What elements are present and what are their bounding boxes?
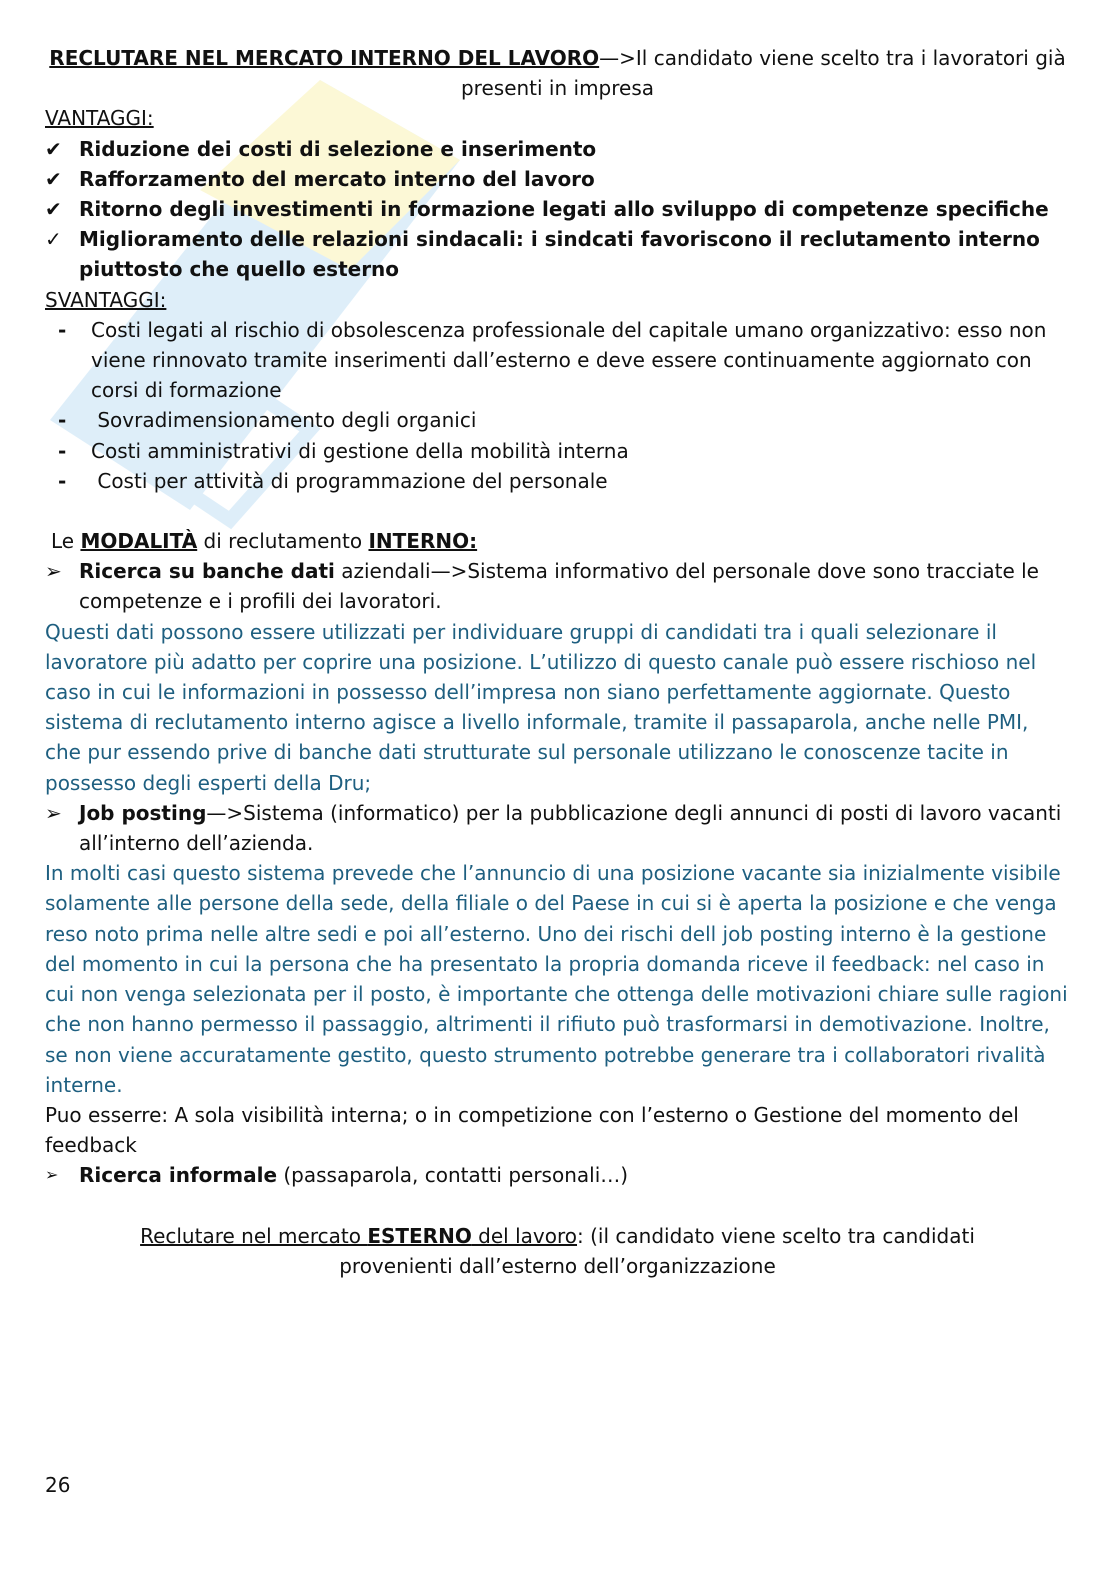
list-item: ➢ Job posting—>Sistema (informatico) per la pubblicazione degli annunci di posti di lavoro vacanti all’interno dell’azienda. — [45, 798, 1070, 858]
arrow-bullet-icon: ➢ — [45, 1165, 59, 1185]
note-paragraph: In molti casi questo sistema prevede che l’annuncio di una posizione vacante sia inizialmente visibile solamente alle persone della sede, della filiale o del Paese in cui si è aperta la posizione e che venga reso noto prima nelle altre sedi e poi all’esterno. Uno dei rischi dell job posting interno è la gestione del momento in cui la persona che ha presentato la propria domanda riceve il feedback: nel caso in cui non venga selezionata per il posto, è importante che ottenga delle motivazioni chiare sulle ragioni che non hanno permesso il passaggio, altrimenti il rifiuto può trasformarsi in demotivazione. Inoltre, se non viene accuratamente gestito, questo strumento potrebbe generare tra i collaboratori rivalità interne. — [45, 861, 1068, 1097]
dash-icon: - — [58, 438, 67, 463]
list-item: - Costi per attività di programmazione del personale — [45, 466, 1070, 496]
check-icon: ✓ — [45, 227, 62, 252]
list-item: - Costi amministrativi di gestione della mobilità interna — [45, 436, 1070, 466]
check-icon: ✔ — [45, 197, 62, 222]
list-item: ✔ Riduzione dei costi di selezione e inserimento — [45, 134, 1070, 164]
modalita-heading: Le MODALITÀ di reclutamento INTERNO: — [51, 529, 478, 554]
section-title: RECLUTARE NEL MERCATO INTERNO DEL LAVORO—>Il candidato viene scelto tra i lavoratori già presenti in impresa — [49, 46, 1066, 101]
list-item: ➢ Ricerca informale (passaparola, contatti personali…) — [45, 1160, 1070, 1190]
list-item: - Sovradimensionamento degli organici — [45, 405, 1070, 435]
list-item: ✓ Miglioramento delle relazioni sindacali: i sindcati favoriscono il reclutamento interno piuttosto che quello esterno — [45, 224, 1070, 284]
check-icon: ✔ — [45, 136, 62, 161]
paragraph: Puo esserre: A sola visibilità interna; o in competizione con l’esterno o Gestione del momento del feedback — [45, 1102, 1019, 1158]
esterno-heading: Reclutare nel mercato ESTERNO del lavoro: (il candidato viene scelto tra candidati provenienti dall’esterno dell’organizzazione — [140, 1223, 975, 1278]
arrow-bullet-icon: ➢ — [45, 559, 62, 584]
check-icon: ✔ — [45, 166, 62, 191]
list-item: ➢ Ricerca su banche dati aziendali—>Sistema informativo del personale dove sono tracciate le competenze e i profili dei lavoratori. — [45, 556, 1070, 616]
list-item: - Costi legati al rischio di obsolescenza professionale del capitale umano organizzativo: esso non viene rinnovato tramite inserimenti dall’esterno e deve essere continuamente aggiornato con corsi di formazione — [45, 315, 1070, 406]
dash-icon: - — [58, 317, 67, 342]
note-paragraph: Questi dati possono essere utilizzati per individuare gruppi di candidati tra i quali selezionare il lavoratore più adatto per coprire una posizione. L’utilizzo di questo canale può essere rischioso nel caso in cui le informazioni in possesso dell’impresa non siano perfettamente aggiornate. Questo sistema di reclutamento interno agisce a livello informale, tramite il passaparola, anche nelle PMI, che pur essendo prive di banche dati strutturate sul personale utilizzano le conoscenze tacite in possesso degli esperti della Dru; — [45, 619, 1037, 795]
list-item: ✔ Ritorno degli investimenti in formazione legati allo sviluppo di competenze specifiche — [45, 194, 1070, 224]
dash-icon: - — [58, 468, 67, 493]
svantaggi-heading: SVANTAGGI: — [45, 287, 167, 312]
vantaggi-heading: VANTAGGI: — [45, 106, 154, 131]
dash-icon: - — [58, 408, 67, 433]
arrow-bullet-icon: ➢ — [45, 800, 62, 825]
page-number: 26 — [45, 1473, 71, 1497]
list-item: ✔ Rafforzamento del mercato interno del lavoro — [45, 164, 1070, 194]
